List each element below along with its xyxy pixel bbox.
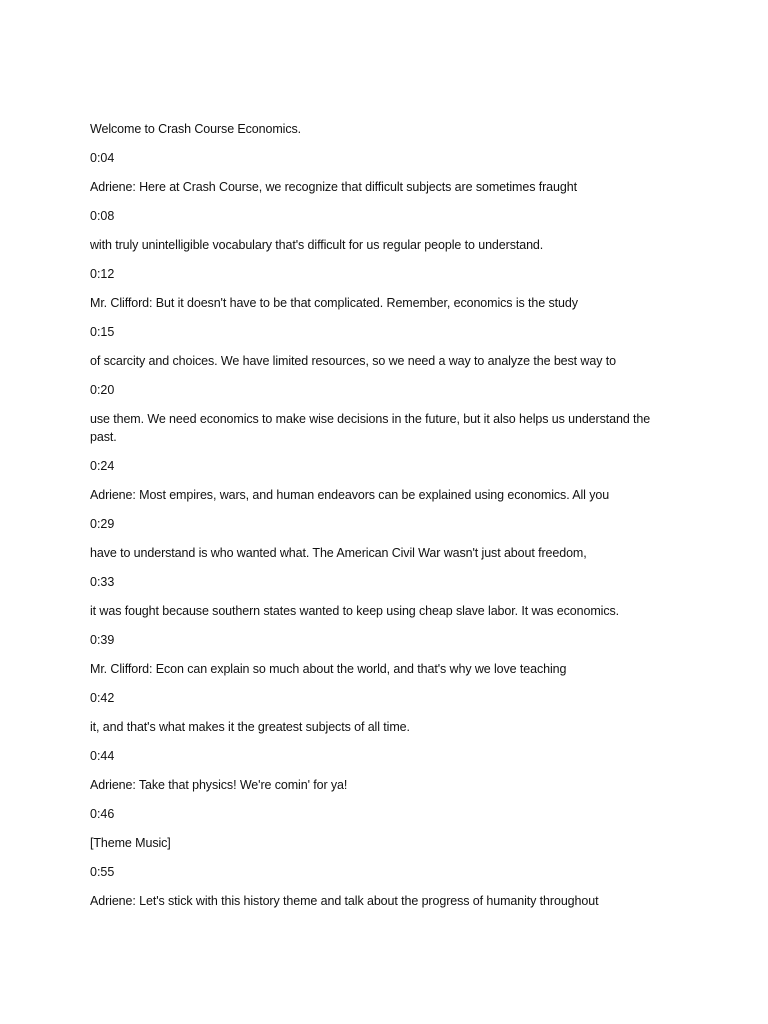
timestamp: 0:46: [90, 807, 115, 821]
transcript-line: Welcome to Crash Course Economics.: [90, 122, 302, 136]
transcript-line: Adriene: Most empires, wars, and human endeavors can be explained using economics. All you: [90, 488, 610, 502]
transcript-line: have to understand is who wanted what. The American Civil War wasn't just about freedom,: [90, 546, 587, 560]
timestamp: 0:29: [90, 517, 115, 531]
timestamp: 0:33: [90, 575, 115, 589]
transcript-line: Adriene: Here at Crash Course, we recognize that difficult subjects are sometimes fraught: [90, 180, 577, 194]
timestamp: 0:24: [90, 459, 115, 473]
transcript-line: Adriene: Let's stick with this history theme and talk about the progress of humanity throughout: [90, 894, 599, 908]
transcript-line: Adriene: Take that physics! We're comin' for ya!: [90, 778, 348, 792]
transcript-page: [90, 120, 680, 921]
transcript-line: of scarcity and choices. We have limited resources, so we need a way to analyze the best way to: [90, 354, 616, 368]
timestamp: 0:15: [90, 325, 115, 339]
timestamp: 0:20: [90, 383, 115, 397]
transcript-line: Mr. Clifford: Econ can explain so much about the world, and that's why we love teaching: [90, 662, 567, 676]
timestamp: 0:04: [90, 151, 115, 165]
timestamp: 0:55: [90, 865, 115, 879]
transcript-line: [Theme Music]: [90, 836, 171, 850]
transcript-line: Mr. Clifford: But it doesn't have to be that complicated. Remember, economics is the study: [90, 296, 578, 310]
timestamp: 0:42: [90, 691, 115, 705]
timestamp: 0:08: [90, 209, 115, 223]
transcript-line: use them. We need economics to make wise decisions in the future, but it also helps us understand the past.: [90, 412, 651, 444]
transcript-line: it was fought because southern states wanted to keep using cheap slave labor. It was economics.: [90, 604, 620, 618]
timestamp: 0:39: [90, 633, 115, 647]
transcript-line: it, and that's what makes it the greatest subjects of all time.: [90, 720, 410, 734]
timestamp: 0:12: [90, 267, 115, 281]
transcript-line: with truly unintelligible vocabulary that's difficult for us regular people to understand.: [90, 238, 544, 252]
timestamp: 0:44: [90, 749, 115, 763]
